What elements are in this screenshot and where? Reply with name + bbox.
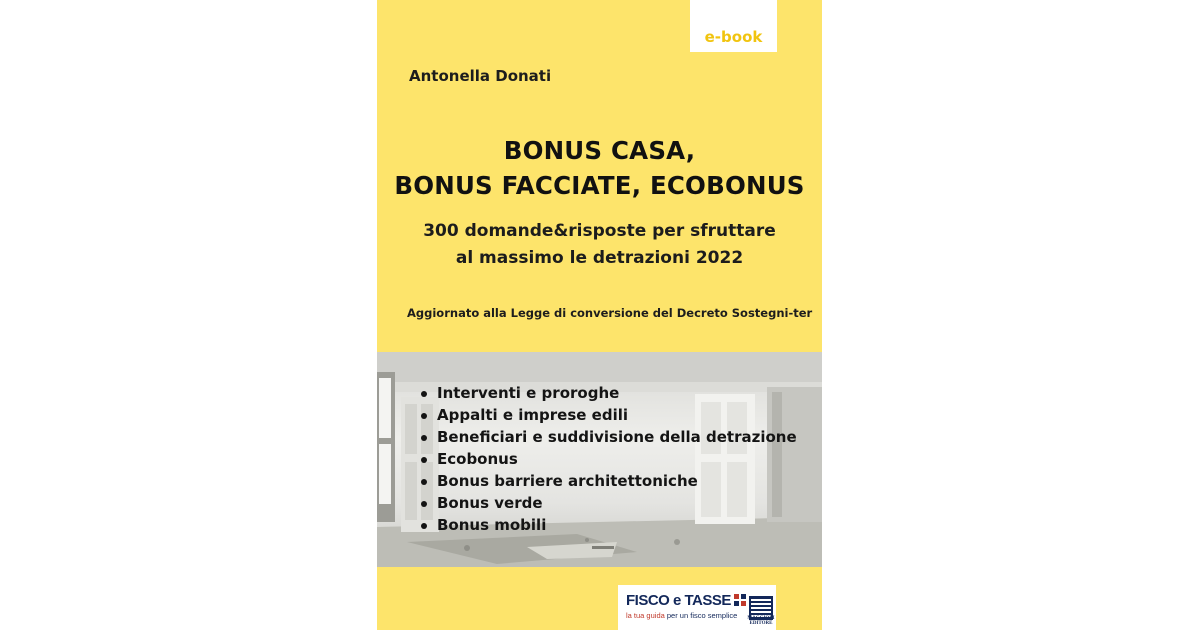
bullet-dot-icon xyxy=(421,435,427,441)
topic-label: Interventi e proroghe xyxy=(437,384,620,402)
list-item xyxy=(421,492,797,514)
tagline-rest: per un fisco semplice xyxy=(664,611,738,620)
topic-label: Bonus verde xyxy=(437,494,543,512)
subtitle-line: 300 domande&risposte per sfruttare xyxy=(423,221,776,241)
bullet-dot-icon xyxy=(421,413,427,419)
publisher-squares-icon xyxy=(734,594,746,606)
book-title xyxy=(377,133,822,203)
title-line: BONUS FACCIATE, ECOBONUS xyxy=(394,171,805,200)
bullet-dot-icon xyxy=(421,457,427,463)
topic-label: Beneficiari e suddivisione della detrazione xyxy=(437,428,797,446)
room-photo xyxy=(377,352,822,567)
list-item xyxy=(421,404,797,426)
topic-label: Ecobonus xyxy=(437,450,518,468)
subtitle-line: al massimo le detrazioni 2022 xyxy=(455,248,744,268)
tagline-highlight: la tua guida xyxy=(626,611,665,620)
topic-label: Appalti e imprese edili xyxy=(437,406,629,424)
topic-label: Bonus mobili xyxy=(437,516,547,534)
ebook-badge: e-book xyxy=(690,0,777,52)
book-subtitle xyxy=(377,218,822,272)
book-cover xyxy=(377,0,822,630)
publisher-logo xyxy=(618,585,776,630)
bullet-dot-icon xyxy=(421,523,427,529)
topics-list xyxy=(421,382,797,536)
publisher-imprint: MAGGIOLI EDITORE xyxy=(747,616,775,626)
update-note: Aggiornato alla Legge di conversione del Decreto Sostegni-ter xyxy=(407,306,813,320)
publisher-tagline xyxy=(626,611,737,620)
publisher-brand: FISCO e TASSE xyxy=(626,592,731,609)
list-item xyxy=(421,426,797,448)
topic-label: Bonus barriere architettoniche xyxy=(437,472,698,490)
list-item xyxy=(421,382,797,404)
list-item xyxy=(421,470,797,492)
list-item xyxy=(421,448,797,470)
bullet-dot-icon xyxy=(421,501,427,507)
author-name: Antonella Donati xyxy=(409,67,552,85)
bullet-dot-icon xyxy=(421,391,427,397)
list-item xyxy=(421,514,797,536)
title-line: BONUS CASA, xyxy=(503,136,696,165)
bullet-dot-icon xyxy=(421,479,427,485)
